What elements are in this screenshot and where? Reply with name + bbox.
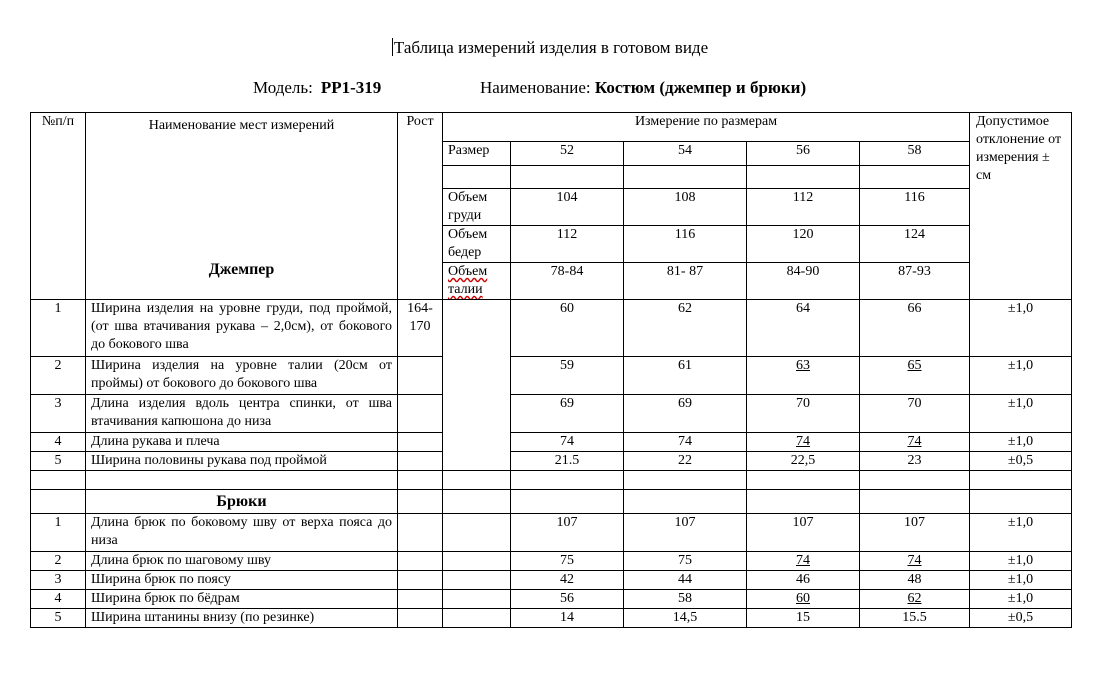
trousers-section-title: Брюки (86, 490, 398, 514)
header-place: Наименование мест измерений Джемпер (86, 113, 398, 300)
waist-row: Объем талии 78-84 81- 87 84-90 87-93 (31, 263, 1072, 300)
trousers-section-row (31, 490, 1072, 514)
table-row: 3 Длина изделия вдоль центра спинки, от шва втачивания капюшона до низа 69 69 70 70 ±1,0 (31, 395, 1072, 433)
model-line: Модель: РР1-319 (253, 78, 382, 97)
table-row: 5 Ширина половины рукава под проймой 21.5 22 22,5 23 ±0,5 (31, 452, 1072, 471)
size-row: Размер 52 54 56 58 (31, 142, 1072, 166)
table-row: 3 Ширина брюк по поясу 42 44 46 48 ±1,0 (31, 571, 1072, 590)
product-name-line: Наименование: Костюм (джемпер и брюки) (480, 78, 807, 97)
model-value: РР1-319 (320, 78, 382, 97)
measurement-table (30, 112, 1072, 628)
header-row (31, 113, 1072, 142)
table-row: 5 Ширина штанины внизу (по резинке) 14 14,5 15 15.5 ±0,5 (31, 609, 1072, 628)
table-row: 2 Длина брюк по шаговому шву 75 75 74 74 ±1,0 (31, 552, 1072, 571)
product-name-value: Костюм (джемпер и брюки) (594, 78, 807, 97)
header-tolerance: Допустимое отклонение от измерения ± см (970, 113, 1072, 300)
header-height: Рост (398, 113, 443, 300)
text-cursor (392, 38, 393, 56)
spacer-row (31, 471, 1072, 490)
chest-row: Объем груди 104 108 112 116 (31, 189, 1072, 226)
hips-row: Объем бедер 112 116 120 124 (31, 226, 1072, 263)
table-row: 1 Ширина изделия на уровне груди, под проймой, (от шва втачивания рукава – 2,0см), от бокового до бокового шва 164-170 60 62 64 66 ±1,0 (31, 300, 1072, 357)
table-row: 4 Ширина брюк по бёдрам 56 58 60 62 ±1,0 (31, 590, 1072, 609)
table-row: 1 Длина брюк по боковому шву от верха пояса до низа 107 107 107 107 ±1,0 (31, 514, 1072, 552)
table-row: 2 Ширина изделия на уровне талии (20см от проймы) от бокового до бокового шва 59 61 63 65 ±1,0 (31, 357, 1072, 395)
document-title: Таблица измерений изделия в готовом виде (393, 38, 709, 57)
table-row: 4 Длина рукава и плеча 74 74 74 74 ±1,0 (31, 433, 1072, 452)
header-sizes: Измерение по размерам (443, 113, 970, 142)
header-num: №п/п (31, 113, 86, 300)
jumper-section-title: Джемпер (208, 261, 275, 278)
